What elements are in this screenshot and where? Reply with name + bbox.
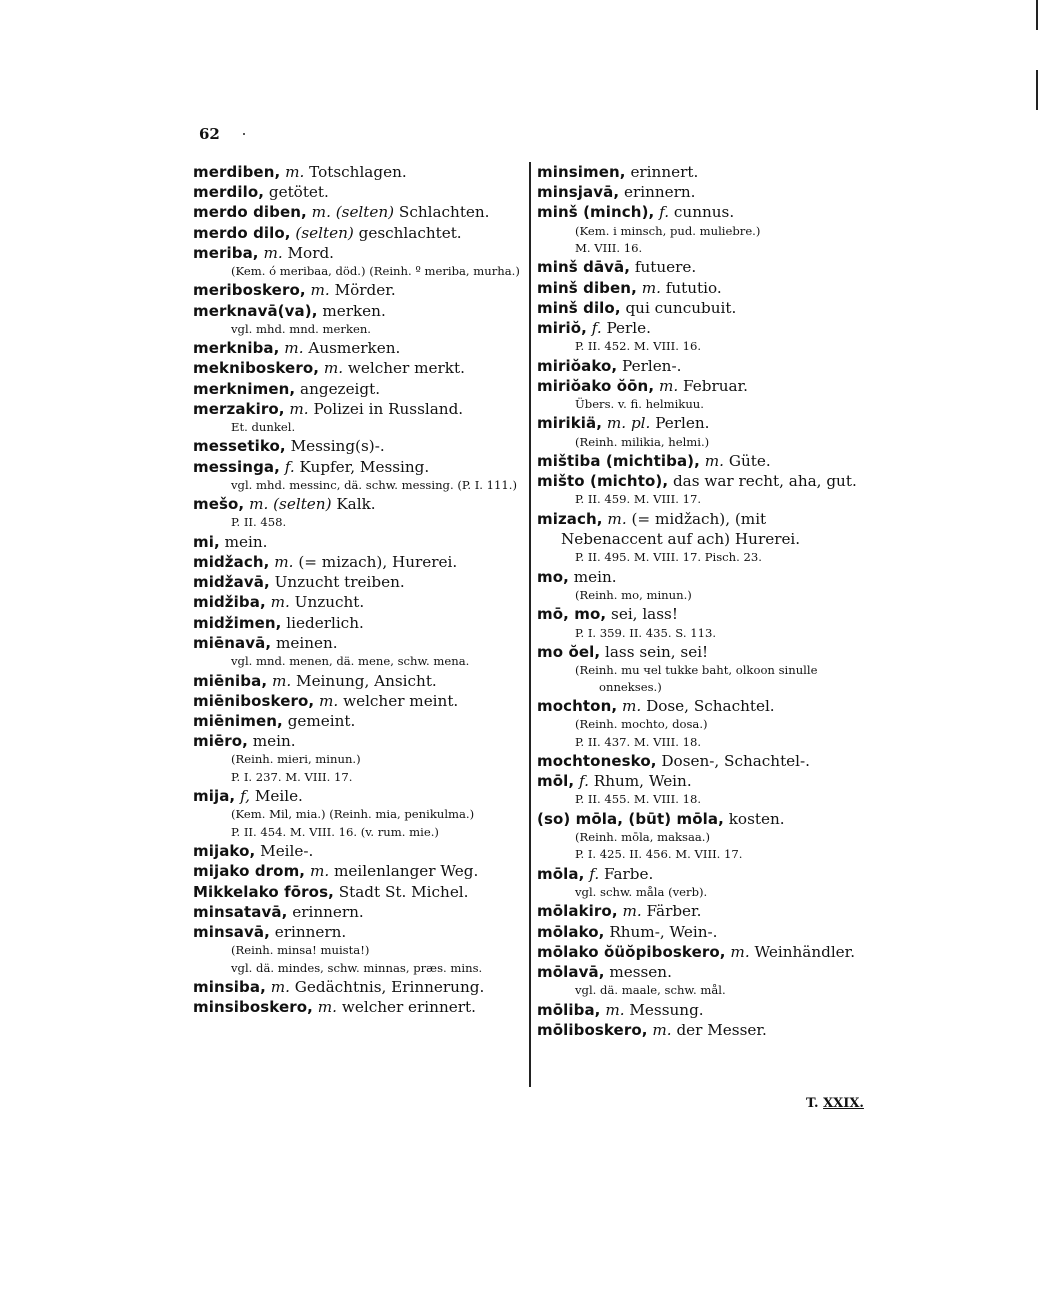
- headword: miriŏako,: [537, 356, 618, 375]
- column-divider: [529, 162, 531, 1087]
- headword: mešo,: [193, 495, 245, 514]
- headword: mōlakiro,: [537, 902, 618, 921]
- grammar-label: m.: [730, 942, 750, 961]
- reference-note: (Reinh. mu чel tukke baht, olkoon sinulle onnekses.): [575, 663, 818, 694]
- reference-note: P. II. 459. M. VIII. 17.: [575, 492, 702, 507]
- dictionary-entry: [193, 902, 533, 922]
- reference-note: vgl. mhd. messinc, dä. schw. messing. (P. I. 111.): [231, 477, 517, 492]
- definition: mein.: [252, 732, 296, 751]
- headword: minsiboskero,: [193, 998, 313, 1017]
- definition: getötet.: [268, 183, 329, 202]
- reference-note: P. II. 458.: [231, 515, 287, 530]
- headword: merzakiro,: [193, 399, 285, 418]
- signature-numeral: XXIX.: [823, 1096, 864, 1111]
- headword: (so) mōla, (būt) mōla,: [537, 809, 724, 828]
- grammar-label: m. (selten): [311, 203, 395, 222]
- headword: mo,: [537, 567, 569, 586]
- headword: merdiben,: [193, 163, 281, 181]
- grammar-label: m.: [641, 278, 661, 297]
- definition: Rhum, Wein.: [593, 772, 692, 791]
- dictionary-entry: [193, 786, 533, 806]
- headword: mišto (michto),: [537, 472, 669, 491]
- definition: Perlen.: [655, 414, 710, 433]
- definition: Perle.: [606, 319, 651, 338]
- definition: Messung.: [629, 1000, 704, 1019]
- reference-note: vgl. schw. måla (verb).: [575, 884, 708, 899]
- grammar-label: m.: [271, 671, 292, 690]
- definition: Farbe.: [603, 864, 654, 883]
- reference-note: vgl. dä. mindes, schw. minnas, præs. mins.: [231, 960, 483, 975]
- dictionary-entry: [537, 257, 872, 277]
- grammar-label: m. pl.: [606, 414, 651, 433]
- definition: lass sein, sei!: [605, 642, 709, 661]
- definition: kosten.: [728, 809, 785, 828]
- dictionary-entry: [193, 882, 533, 902]
- dictionary-entry: [537, 1000, 872, 1020]
- grammar-label: m.: [263, 243, 283, 262]
- definition: erinnern.: [623, 183, 696, 202]
- dictionary-entry: [193, 572, 533, 592]
- definition: Mord.: [287, 243, 335, 262]
- headword: miriŏ,: [537, 319, 587, 338]
- headword: miēniba,: [193, 671, 268, 690]
- grammar-label: m. (selten): [249, 495, 332, 514]
- dictionary-entry: [537, 604, 872, 624]
- reference-note: vgl. mhd. mnd. merken.: [231, 321, 371, 336]
- definition: Mörder.: [334, 281, 396, 300]
- headword: miēnimen,: [193, 711, 283, 730]
- headword: minš diben,: [537, 278, 637, 297]
- headword: Mikkelako fōros,: [193, 882, 334, 901]
- grammar-label: m.: [607, 509, 627, 528]
- dictionary-entry: [537, 202, 872, 222]
- headword: mištiba (michtiba),: [537, 452, 700, 471]
- definition: Meinung, Ansicht.: [296, 671, 437, 690]
- grammar-label: m.: [323, 359, 344, 378]
- headword: mōlavā,: [537, 962, 605, 981]
- headword: midžiba,: [193, 593, 266, 612]
- definition: Stadt St. Michel.: [338, 882, 469, 901]
- dictionary-entry: [537, 901, 872, 921]
- definition: erinnert.: [630, 163, 699, 181]
- headword: mōla,: [537, 864, 585, 883]
- reference-note: (Reinh. mōla, maksaa.): [575, 829, 711, 844]
- dictionary-entry: [193, 633, 533, 653]
- dictionary-entry: [193, 841, 533, 861]
- headword: mochtonesko,: [537, 751, 657, 770]
- grammar-label: f.: [579, 772, 589, 791]
- dictionary-entry: [537, 942, 872, 962]
- definition: das war recht, aha, gut.: [672, 472, 857, 491]
- dictionary-entry: [537, 471, 872, 491]
- dictionary-entry: [537, 1020, 872, 1040]
- headword: minsjavā,: [537, 183, 620, 202]
- dictionary-entry: [537, 298, 872, 318]
- reference-note: (Reinh. mo, minun.): [575, 587, 692, 602]
- headword: minsavā,: [193, 922, 270, 941]
- reference-note: P. II. 452. M. VIII. 16.: [575, 339, 702, 354]
- dictionary-entry: [193, 922, 533, 942]
- dictionary-entry: [193, 280, 533, 300]
- grammar-label: m.: [319, 691, 339, 710]
- reference-note: P. I. 359. II. 435. S. 113.: [575, 625, 717, 640]
- headword: mijako drom,: [193, 862, 306, 881]
- grammar-label: f.: [284, 457, 295, 476]
- definition: Kalk.: [336, 495, 376, 514]
- definition: Ausmerken.: [308, 339, 401, 358]
- headword: merdilo,: [193, 183, 265, 202]
- definition: Dosen-, Schachtel-.: [661, 751, 810, 770]
- headword: merdo diben,: [193, 203, 307, 222]
- headword: mija,: [193, 787, 236, 806]
- definition: Schlachten.: [398, 203, 490, 222]
- definition: erinnern.: [292, 902, 364, 921]
- definition: mein.: [573, 567, 617, 586]
- dictionary-entry: [537, 864, 872, 884]
- headword: mijako,: [193, 842, 256, 861]
- headword: merknavā(va),: [193, 301, 318, 320]
- definition: Färber.: [646, 902, 702, 921]
- dictionary-entry: [193, 301, 533, 321]
- headword: minš (minch),: [537, 203, 655, 222]
- dictionary-entry: [537, 696, 872, 716]
- grammar-label: f.: [591, 319, 602, 338]
- reference-note: (Kem. Mil, mia.) (Reinh. mia, penikulma.): [231, 807, 475, 822]
- headword: messetiko,: [193, 437, 286, 456]
- dictionary-entry: [193, 243, 533, 263]
- headword: midžach,: [193, 553, 270, 572]
- grammar-label: f.: [589, 864, 600, 883]
- definition: geschlachtet.: [358, 223, 462, 242]
- dictionary-entry: [537, 376, 872, 396]
- dictionary-entry: [537, 451, 872, 471]
- grammar-label: m.: [285, 163, 305, 181]
- grammar-label: m.: [605, 1000, 625, 1019]
- headword: mōliboskero,: [537, 1020, 648, 1039]
- headword: midžimen,: [193, 613, 282, 632]
- headword: miēnavā,: [193, 633, 272, 652]
- definition: Rhum-, Wein-.: [609, 922, 718, 941]
- dictionary-entry: [193, 997, 533, 1017]
- dictionary-entry: [193, 379, 533, 399]
- reference-note: Übers. v. fi. helmikuu.: [575, 397, 704, 412]
- dictionary-entry: [537, 642, 872, 662]
- signature-mark: [806, 1096, 864, 1111]
- grammar-label: m.: [274, 553, 294, 572]
- grammar-label: m.: [704, 452, 724, 471]
- grammar-label: f.: [659, 203, 670, 222]
- grammar-label: m.: [270, 977, 290, 996]
- dictionary-entry: [193, 358, 533, 378]
- definition: der Messer.: [676, 1020, 767, 1039]
- reference-note: P. II. 495. M. VIII. 17. Pisch. 23.: [575, 550, 762, 565]
- grammar-label: m.: [270, 593, 290, 612]
- dictionary-entry: [193, 494, 533, 514]
- grammar-label: m.: [309, 862, 330, 881]
- definition: Meile-.: [260, 842, 314, 861]
- headword: mōlako ŏüŏpiboskero,: [537, 942, 726, 961]
- dictionary-entry: [537, 509, 872, 549]
- definition: welcher erinnert.: [341, 998, 476, 1017]
- grammar-label: (selten): [295, 223, 354, 242]
- dictionary-entry: [193, 613, 533, 633]
- definition: welcher meint.: [343, 691, 459, 710]
- definition: sei, lass!: [611, 605, 678, 624]
- dictionary-entry: [193, 182, 533, 202]
- dictionary-entry: [193, 223, 533, 243]
- reference-note: (Reinh. mieri, minun.): [231, 752, 361, 767]
- definition: mein.: [224, 532, 268, 551]
- headword: mi,: [193, 532, 220, 551]
- definition: messen.: [609, 962, 672, 981]
- dictionary-entry: [193, 162, 533, 182]
- definition: Meile.: [254, 787, 303, 806]
- dictionary-entry: [193, 552, 533, 572]
- reference-note: P. I. 237. M. VIII. 17.: [231, 769, 353, 784]
- reference-note: P. II. 455. M. VIII. 18.: [575, 792, 702, 807]
- dictionary-entry: [537, 771, 872, 791]
- reference-note: P. I. 425. II. 456. M. VIII. 17.: [575, 847, 743, 862]
- dictionary-entry: [193, 977, 533, 997]
- dictionary-entry: [193, 399, 533, 419]
- definition: meilenlanger Weg.: [334, 862, 479, 881]
- dictionary-entry: [537, 318, 872, 338]
- definition: Perlen-.: [622, 356, 682, 375]
- dictionary-entry: [193, 592, 533, 612]
- headword: merknimen,: [193, 379, 296, 398]
- definition: welcher merkt.: [347, 359, 465, 378]
- headword: mōliba,: [537, 1000, 601, 1019]
- reference-note: (Reinh. milikia, helmi.): [575, 434, 710, 449]
- headword: midžavā,: [193, 573, 270, 592]
- headword: minš dilo,: [537, 298, 621, 317]
- grammar-label: m.: [317, 998, 338, 1017]
- left-column: [193, 162, 533, 1017]
- dictionary-entry: [193, 711, 533, 731]
- page-edge-mark: [1036, 70, 1038, 110]
- reference-note: (Kem. i minsch, pud. muliebre.): [575, 223, 761, 238]
- grammar-label: m.: [652, 1020, 672, 1039]
- headword: mirikiä,: [537, 414, 603, 433]
- dictionary-entry: [193, 691, 533, 711]
- right-column: [537, 162, 872, 1040]
- headword: meriba,: [193, 243, 259, 262]
- dictionary-entry: [193, 436, 533, 456]
- dictionary-entry: [193, 202, 533, 222]
- headword: mizach,: [537, 509, 603, 528]
- grammar-label: m.: [310, 281, 330, 300]
- dictionary-entry: [537, 278, 872, 298]
- dictionary-entry: [537, 962, 872, 982]
- headword: merdo dilo,: [193, 223, 291, 242]
- definition: Güte.: [728, 452, 771, 471]
- reference-note: (Kem. ó meribaa, död.) (Reinh. º meriba, murha.): [231, 264, 520, 279]
- grammar-label: f,: [240, 787, 250, 806]
- dictionary-entry: [537, 162, 872, 182]
- reference-note: Et. dunkel.: [231, 420, 296, 435]
- definition: Gedächtnis, Erinnerung.: [294, 977, 485, 996]
- headword: mo ŏel,: [537, 642, 601, 661]
- definition: merken.: [322, 301, 386, 320]
- definition: Messing(s)-.: [290, 437, 385, 456]
- speck: [243, 133, 245, 135]
- headword: merkniba,: [193, 339, 280, 358]
- reference-note: P. II. 454. M. VIII. 16. (v. rum. mie.): [231, 824, 439, 839]
- definition: fututio.: [665, 278, 722, 297]
- definition: Unzucht treiben.: [274, 573, 405, 592]
- dictionary-entry: [537, 413, 872, 433]
- dictionary-entry: [193, 671, 533, 691]
- definition: futuere.: [634, 258, 697, 277]
- definition: meinen.: [275, 633, 338, 652]
- reference-note: (Reinh. minsa! muista!): [231, 943, 370, 958]
- dictionary-entry: [537, 922, 872, 942]
- definition: qui cuncubuit.: [625, 298, 737, 317]
- dictionary-entry: [193, 532, 533, 552]
- dictionary-entry: [537, 567, 872, 587]
- grammar-label: m.: [622, 696, 642, 715]
- page-edge-mark: [1036, 0, 1038, 30]
- definition: liederlich.: [286, 613, 364, 632]
- definition: cunnus.: [673, 203, 735, 222]
- signature-prefix: T.: [806, 1096, 819, 1111]
- definition: Polizei in Russland.: [313, 399, 464, 418]
- page-number: 62: [199, 125, 220, 143]
- definition: Dose, Schachtel.: [646, 696, 775, 715]
- headword: minsatavā,: [193, 902, 288, 921]
- headword: messinga,: [193, 457, 280, 476]
- headword: miēro,: [193, 732, 248, 751]
- definition: (= mizach), Hurerei.: [298, 553, 458, 572]
- headword: mōlako,: [537, 922, 605, 941]
- reference-note: P. II. 437. M. VIII. 18.: [575, 734, 702, 749]
- reference-note: vgl. mnd. menen, dä. mene, schw. mena.: [231, 654, 470, 669]
- headword: miēniboskero,: [193, 691, 315, 710]
- definition: erinnern.: [274, 922, 347, 941]
- definition: (= midžach), (mit Nebenaccent auf ach) Hurerei.: [561, 509, 801, 549]
- headword: minsiba,: [193, 977, 266, 996]
- reference-note: M. VIII. 16.: [575, 241, 643, 256]
- headword: mō, mo,: [537, 605, 607, 624]
- dictionary-entry: [537, 182, 872, 202]
- grammar-label: m.: [622, 902, 642, 921]
- dictionary-entry: [193, 457, 533, 477]
- definition: Februar.: [683, 376, 748, 395]
- grammar-label: m.: [658, 376, 679, 395]
- definition: Unzucht.: [294, 593, 365, 612]
- grammar-label: m.: [284, 339, 304, 358]
- headword: meriboskero,: [193, 281, 306, 300]
- definition: Totschlagen.: [309, 163, 407, 181]
- reference-note: vgl. dä. maale, schw. mål.: [575, 983, 726, 998]
- dictionary-entry: [537, 356, 872, 376]
- headword: minš dāvā,: [537, 258, 631, 277]
- headword: mekniboskero,: [193, 359, 320, 378]
- headword: mochton,: [537, 696, 618, 715]
- reference-note: (Reinh. mochto, dosa.): [575, 717, 708, 732]
- headword: minsimen,: [537, 163, 626, 181]
- definition: gemeint.: [287, 711, 356, 730]
- definition: angezeigt.: [300, 379, 381, 398]
- dictionary-entry: [193, 861, 533, 881]
- dictionary-entry: [193, 731, 533, 751]
- grammar-label: m.: [289, 399, 309, 418]
- dictionary-entry: [193, 338, 533, 358]
- dictionary-entry: [537, 751, 872, 771]
- definition: Kupfer, Messing.: [299, 457, 430, 476]
- headword: miriŏako ŏōn,: [537, 376, 655, 395]
- dictionary-entry: [537, 809, 872, 829]
- definition: Weinhändler.: [754, 942, 856, 961]
- headword: mōl,: [537, 772, 575, 791]
